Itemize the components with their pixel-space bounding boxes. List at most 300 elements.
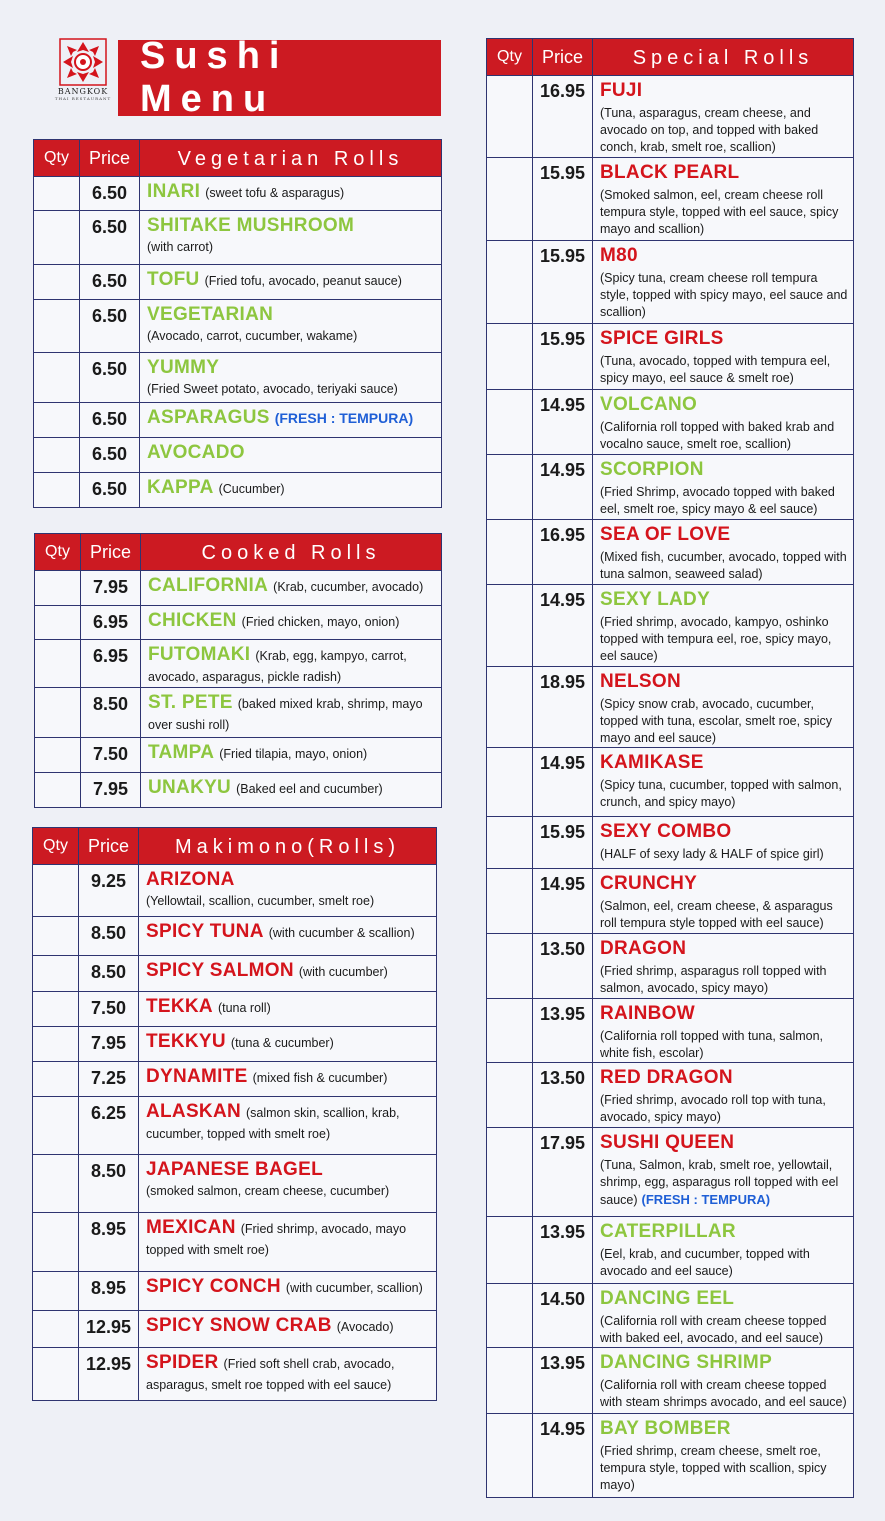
item-cell [593, 1063, 853, 1127]
menu-row [34, 264, 441, 299]
item-price: 15.95 [533, 158, 593, 240]
item-description: (HALF of sexy lady & HALF of spice girl) [600, 846, 824, 861]
item-name: TOFU [147, 269, 200, 290]
item-description: (Smoked salmon, eel, cream cheese roll tempura style, topped with eel sauce, spicy mayo and scallion) [600, 187, 839, 236]
item-description: (Fried Sweet potato, avocado, teriyaki sauce) [147, 381, 398, 396]
qty-cell [487, 1128, 533, 1216]
item-description: (with cucumber & scallion) [268, 926, 415, 940]
qty-cell [487, 817, 533, 868]
item-price: 13.95 [533, 1217, 593, 1283]
qty-cell [34, 300, 80, 352]
item-description: (Fried shrimp, avocado, kampyo, oshinko topped with tempura eel, roe, spicy mayo, eel sauce) [600, 614, 832, 663]
logo-name: BANGKOK [57, 87, 109, 96]
qty-header: Qty [35, 534, 81, 570]
menu-row [35, 570, 441, 605]
item-cell [139, 1348, 436, 1400]
item-cell [139, 1027, 436, 1061]
item-description: (Mixed fish, cucumber, avocado, topped with tuna salmon, seaweed salad) [600, 549, 847, 581]
item-price: 15.95 [533, 324, 593, 389]
item-price: 8.50 [79, 1155, 139, 1212]
qty-cell [487, 585, 533, 666]
qty-cell [34, 438, 80, 472]
qty-cell [33, 1311, 79, 1347]
rows [33, 864, 436, 1400]
item-name: SEXY LADY [600, 589, 711, 610]
item-description: (Spicy snow crab, avocado, cucumber, topped with tuna, escolar, smelt roe, spicy mayo and eel sauce) [600, 696, 833, 745]
item-price: 6.25 [79, 1097, 139, 1154]
menu-row [33, 1271, 436, 1310]
item-price: 7.95 [81, 773, 141, 807]
price-header: Price [79, 828, 139, 864]
item-name: MEXICAN [146, 1217, 236, 1238]
item-description: (Krab, egg, kampyo, carrot, avocado, asparagus, pickle radish) [148, 649, 407, 684]
menu-row [33, 1310, 436, 1347]
item-price: 8.95 [79, 1272, 139, 1310]
item-cell [593, 1128, 853, 1216]
item-name: BAY BOMBER [600, 1418, 731, 1439]
item-description: (Fried shrimp, avocado, mayo topped with smelt roe) [146, 1222, 407, 1257]
item-description: (Fried shrimp, cream cheese, smelt roe, tempura style, topped with scallion, spicy mayo) [600, 1443, 827, 1492]
item-cell [593, 1217, 853, 1283]
item-price: 7.95 [81, 571, 141, 605]
item-cell [593, 1348, 853, 1413]
qty-cell [34, 473, 80, 507]
item-description: (Fried chicken, mayo, onion) [241, 615, 400, 629]
table-header [33, 828, 436, 864]
item-name: KAMIKASE [600, 752, 704, 773]
menu-row [33, 1347, 436, 1400]
qty-cell [34, 353, 80, 402]
item-cell [141, 738, 441, 772]
qty-cell [487, 520, 533, 584]
item-name: DANCING EEL [600, 1288, 735, 1309]
item-description: (Tuna, Salmon, krab, smelt roe, yellowtail, shrimp, egg, asparagus roll topped with eel sauce) (FRESH : TEMPURA) [600, 1157, 839, 1207]
menu-row [35, 737, 441, 772]
menu-row [34, 352, 441, 402]
menu-row [487, 157, 853, 240]
qty-cell [33, 865, 79, 916]
item-name: SPICY CONCH [146, 1276, 281, 1297]
item-name: SPICY SALMON [146, 960, 294, 981]
item-name: FUJI [600, 80, 643, 101]
item-description: (Fried shrimp, avocado roll top with tuna, avocado, spicy mayo) [600, 1092, 826, 1124]
qty-cell [34, 211, 80, 264]
qty-cell [35, 571, 81, 605]
vegetarian-rolls-table [33, 139, 442, 508]
item-description: (Eel, krab, and cucumber, topped with avocado and eel sauce) [600, 1246, 810, 1278]
qty-cell [487, 241, 533, 323]
item-description: (Avocado) [336, 1320, 394, 1334]
item-description: (California roll with cream cheese topped with baked eel, avocado, and eel sauce) [600, 1313, 827, 1345]
menu-row [487, 868, 853, 933]
menu-row [35, 687, 441, 737]
item-price: 6.50 [80, 403, 140, 437]
item-description: (Salmon, eel, cream cheese, & asparagus roll tempura style topped with eel sauce) [600, 898, 833, 930]
item-cell [140, 265, 441, 299]
item-description: (tuna roll) [217, 1001, 271, 1015]
lotus-logo-icon [59, 38, 107, 86]
item-cell [593, 390, 853, 454]
item-name: RED DRAGON [600, 1067, 733, 1088]
item-description: (California roll topped with baked krab and vocalno sauce, smelt roe, scallion) [600, 419, 835, 451]
item-name: DANCING SHRIMP [600, 1352, 773, 1373]
item-cell [141, 773, 441, 807]
item-price: 6.50 [80, 438, 140, 472]
qty-cell [487, 748, 533, 816]
menu-row [35, 772, 441, 807]
item-name: ST. PETE [148, 692, 233, 713]
restaurant-logo [50, 38, 116, 116]
item-cell [139, 1213, 436, 1271]
qty-cell [33, 1348, 79, 1400]
item-name: CHICKEN [148, 610, 237, 631]
qty-cell [487, 455, 533, 519]
item-cell [593, 455, 853, 519]
item-cell [593, 1284, 853, 1347]
item-price: 18.95 [533, 667, 593, 747]
item-price: 8.50 [79, 956, 139, 991]
qty-cell [487, 1217, 533, 1283]
qty-cell [35, 606, 81, 639]
menu-row [487, 389, 853, 454]
menu-row [35, 605, 441, 639]
item-price: 6.50 [80, 353, 140, 402]
item-name: SEXY COMBO [600, 821, 732, 842]
item-price: 14.95 [533, 748, 593, 816]
qty-cell [487, 667, 533, 747]
item-description: (salmon skin, scallion, krab, cucumber, topped with smelt roe) [146, 1106, 400, 1141]
item-cell [593, 1414, 853, 1497]
item-name: TAMPA [148, 742, 215, 763]
item-cell [141, 640, 441, 687]
item-name: SPIDER [146, 1352, 219, 1373]
item-cell [141, 606, 441, 639]
item-cell [593, 999, 853, 1062]
item-name: CATERPILLAR [600, 1221, 736, 1242]
item-name: CALIFORNIA [148, 575, 269, 596]
item-cell [140, 403, 441, 437]
table-header [487, 39, 853, 75]
menu-row [487, 1216, 853, 1283]
qty-cell [33, 1272, 79, 1310]
qty-cell [487, 1348, 533, 1413]
makimono-rolls-table [32, 827, 437, 1401]
qty-cell [34, 265, 80, 299]
price-header: Price [80, 140, 140, 176]
menu-row [34, 299, 441, 352]
item-price: 9.25 [79, 865, 139, 916]
item-description: (Yellowtail, scallion, cucumber, smelt roe) [146, 893, 375, 908]
menu-row [487, 998, 853, 1062]
item-price: 6.50 [80, 265, 140, 299]
item-name: SEA OF LOVE [600, 524, 731, 545]
item-cell [593, 520, 853, 584]
item-price: 15.95 [533, 241, 593, 323]
item-cell [140, 438, 441, 472]
item-description: (California roll topped with tuna, salmon, white fish, escolar) [600, 1028, 824, 1060]
item-cell [141, 688, 441, 737]
item-cell [140, 300, 441, 352]
item-name: RAINBOW [600, 1003, 695, 1024]
item-price: 14.50 [533, 1284, 593, 1347]
menu-row [33, 864, 436, 916]
item-price: 6.50 [80, 473, 140, 507]
item-description: (with cucumber, scallion) [285, 1281, 423, 1295]
item-price: 7.25 [79, 1062, 139, 1096]
menu-row [487, 454, 853, 519]
item-cell [139, 865, 436, 916]
item-name: SHITAKE MUSHROOM [147, 215, 355, 236]
menu-row [33, 1061, 436, 1096]
qty-cell [487, 1284, 533, 1347]
item-description: (Avocado, carrot, cucumber, wakame) [147, 328, 358, 343]
menu-row [33, 1212, 436, 1271]
menu-row [34, 210, 441, 264]
price-header: Price [81, 534, 141, 570]
menu-title: Sushi Menu [118, 40, 441, 116]
section-title: Vegetarian Rolls [177, 148, 404, 170]
qty-cell [34, 403, 80, 437]
item-price: 12.95 [79, 1348, 139, 1400]
item-name: TEKKYU [146, 1031, 226, 1052]
item-price: 6.95 [81, 640, 141, 687]
item-description: (Fried tilapia, mayo, onion) [219, 747, 368, 761]
qty-cell [33, 1062, 79, 1096]
qty-cell [35, 773, 81, 807]
item-description: (Fried soft shell crab, avocado, asparagus, smelt roe topped with eel sauce) [146, 1357, 395, 1392]
item-cell [593, 324, 853, 389]
item-cell [140, 353, 441, 402]
item-description: (FRESH : TEMPURA) [274, 410, 414, 426]
table-header [35, 534, 441, 570]
item-cell [593, 241, 853, 323]
qty-cell [35, 688, 81, 737]
item-cell [140, 473, 441, 507]
item-description: (Cucumber) [218, 482, 285, 496]
item-cell [593, 76, 853, 157]
item-price: 7.50 [79, 992, 139, 1026]
item-cell [593, 817, 853, 868]
qty-cell [487, 869, 533, 933]
table-header [34, 140, 441, 176]
item-cell [593, 748, 853, 816]
item-name: DYNAMITE [146, 1066, 248, 1087]
qty-cell [487, 1063, 533, 1127]
item-description: (Tuna, avocado, topped with tempura eel, spicy mayo, eel sauce & smelt roe) [600, 353, 831, 385]
item-description: (Spicy tuna, cucumber, topped with salmon, crunch, and spicy mayo) [600, 777, 842, 809]
item-price: 7.95 [79, 1027, 139, 1061]
item-name: INARI [147, 181, 201, 202]
qty-cell [487, 158, 533, 240]
cooked-rolls-table [34, 533, 442, 808]
qty-header: Qty [34, 140, 80, 176]
item-price: 17.95 [533, 1128, 593, 1216]
qty-cell [34, 177, 80, 210]
item-description: (Tuna, asparagus, cream cheese, and avocado on top, and topped with baked conch, krab, smelt roe, scallion) [600, 105, 819, 154]
item-name: SUSHI QUEEN [600, 1132, 735, 1153]
menu-row [487, 666, 853, 747]
price-header: Price [533, 39, 593, 75]
menu-row [487, 1283, 853, 1347]
item-description: (Fried tofu, avocado, peanut sauce) [204, 274, 402, 288]
item-price: 14.95 [533, 585, 593, 666]
menu-row [487, 75, 853, 157]
item-price: 14.95 [533, 390, 593, 454]
item-price: 6.95 [81, 606, 141, 639]
qty-cell [33, 917, 79, 955]
item-description: (tuna & cucumber) [230, 1036, 334, 1050]
item-price: 13.95 [533, 1348, 593, 1413]
menu-row [487, 240, 853, 323]
item-price: 16.95 [533, 76, 593, 157]
item-price: 12.95 [79, 1311, 139, 1347]
item-price: 15.95 [533, 817, 593, 868]
menu-row [487, 816, 853, 868]
item-cell [593, 585, 853, 666]
menu-row [487, 747, 853, 816]
qty-cell [487, 999, 533, 1062]
item-price: 13.50 [533, 1063, 593, 1127]
item-name: ARIZONA [146, 869, 235, 890]
item-price: 8.50 [81, 688, 141, 737]
qty-cell [487, 1414, 533, 1497]
item-price: 6.50 [80, 177, 140, 210]
menu-row [487, 519, 853, 584]
menu-row [33, 955, 436, 991]
item-style-note: (FRESH : TEMPURA) [641, 1191, 771, 1207]
item-cell [593, 869, 853, 933]
item-description: (with cucumber) [298, 965, 388, 979]
item-description: (Fried shrimp, asparagus roll topped with salmon, avocado, spicy mayo) [600, 963, 827, 995]
menu-row [33, 1026, 436, 1061]
menu-row [34, 437, 441, 472]
item-cell [139, 1311, 436, 1347]
item-price: 13.95 [533, 999, 593, 1062]
item-price: 14.95 [533, 455, 593, 519]
item-cell [141, 571, 441, 605]
item-description: (Spicy tuna, cream cheese roll tempura style, topped with spicy mayo, eel sauce and scallion) [600, 270, 848, 319]
qty-cell [35, 738, 81, 772]
item-description: (Krab, cucumber, avocado) [273, 580, 424, 594]
item-price: 6.50 [80, 300, 140, 352]
menu-row [34, 176, 441, 210]
qty-cell [487, 324, 533, 389]
item-cell [139, 1272, 436, 1310]
item-name: AVOCADO [147, 442, 245, 463]
qty-cell [487, 390, 533, 454]
special-rolls-table [486, 38, 854, 1498]
menu-row [35, 639, 441, 687]
item-price: 6.50 [80, 211, 140, 264]
qty-cell [33, 992, 79, 1026]
qty-cell [33, 956, 79, 991]
item-description: (baked mixed krab, shrimp, mayo over sushi roll) [148, 697, 423, 732]
menu-row [487, 323, 853, 389]
item-cell [139, 992, 436, 1026]
menu-row [33, 1096, 436, 1154]
qty-header: Qty [487, 39, 533, 75]
item-name: ASPARAGUS [147, 407, 270, 428]
item-cell [593, 934, 853, 998]
item-cell [139, 1155, 436, 1212]
menu-row [487, 1062, 853, 1127]
rows [487, 75, 853, 1497]
item-name: VOLCANO [600, 394, 698, 415]
item-name: CRUNCHY [600, 873, 698, 894]
menu-row [487, 1127, 853, 1216]
item-price: 7.50 [81, 738, 141, 772]
item-description: (smoked salmon, cream cheese, cucumber) [146, 1183, 390, 1198]
item-name: NELSON [600, 671, 681, 692]
item-description: (mixed fish & cucumber) [252, 1071, 388, 1085]
item-description: (Baked eel and cucumber) [236, 782, 383, 796]
menu-row [487, 584, 853, 666]
item-name: DRAGON [600, 938, 687, 959]
item-name: KAPPA [147, 477, 214, 498]
item-price: 14.95 [533, 1414, 593, 1497]
section-title: Special Rolls [632, 47, 814, 69]
item-name: M80 [600, 245, 638, 266]
item-name: VEGETARIAN [147, 304, 274, 325]
item-name: SCORPION [600, 459, 704, 480]
item-description: (California roll with cream cheese topped with steam shrimps avocado, and eel sauce) [600, 1377, 847, 1409]
qty-cell [35, 640, 81, 687]
item-name: SPICY TUNA [146, 921, 264, 942]
item-price: 8.50 [79, 917, 139, 955]
qty-cell [33, 1097, 79, 1154]
item-name: JAPANESE BAGEL [146, 1159, 323, 1180]
qty-cell [33, 1213, 79, 1271]
qty-cell [33, 1027, 79, 1061]
item-cell [139, 1062, 436, 1096]
item-description: (sweet tofu & asparagus) [205, 186, 345, 200]
logo-subtitle: THAI RESTAURANT [54, 96, 112, 101]
rows [34, 176, 441, 507]
qty-cell [487, 76, 533, 157]
item-name: SPICE GIRLS [600, 328, 724, 349]
item-name: BLACK PEARL [600, 162, 740, 183]
item-description: (Fried Shrimp, avocado topped with baked eel, smelt roe, spicy mayo & eel sauce) [600, 484, 835, 516]
item-name: SPICY SNOW CRAB [146, 1315, 332, 1336]
item-cell [140, 211, 441, 264]
item-cell [139, 917, 436, 955]
item-cell [139, 1097, 436, 1154]
menu-row [33, 991, 436, 1026]
item-cell [139, 956, 436, 991]
item-cell [593, 158, 853, 240]
menu-row [487, 933, 853, 998]
item-name: FUTOMAKI [148, 644, 251, 665]
item-price: 16.95 [533, 520, 593, 584]
item-price: 14.95 [533, 869, 593, 933]
menu-row [34, 402, 441, 437]
item-cell [593, 667, 853, 747]
item-price: 13.50 [533, 934, 593, 998]
menu-row [33, 916, 436, 955]
qty-cell [487, 934, 533, 998]
rows [35, 570, 441, 807]
qty-cell [33, 1155, 79, 1212]
item-name: YUMMY [147, 357, 220, 378]
item-cell [140, 177, 441, 210]
item-description: (with carrot) [147, 239, 213, 254]
item-name: ALASKAN [146, 1101, 241, 1122]
qty-header: Qty [33, 828, 79, 864]
section-title: Cooked Rolls [201, 542, 381, 564]
item-price: 8.95 [79, 1213, 139, 1271]
section-title: Makimono(Rolls) [174, 836, 401, 858]
item-name: UNAKYU [148, 777, 232, 798]
